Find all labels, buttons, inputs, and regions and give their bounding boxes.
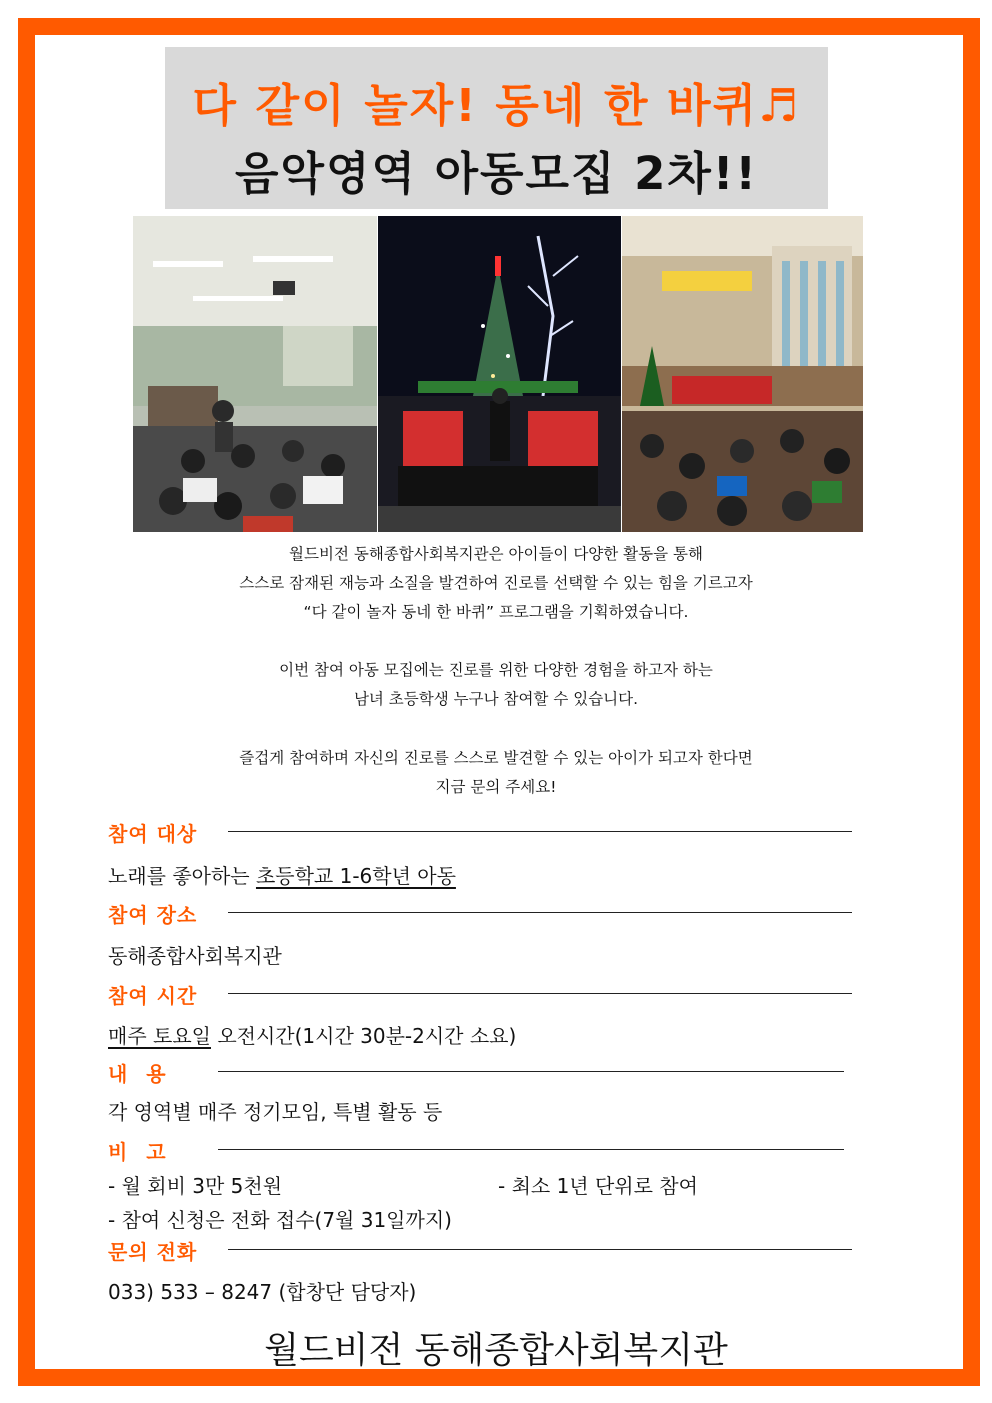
title-line-1: 다 같이 놀자! 동네 한 바퀴♬ bbox=[192, 79, 801, 132]
photo-outdoor-choir bbox=[378, 216, 621, 532]
section-label-time: 참여 시간 bbox=[108, 984, 198, 1008]
photo-rehearsal-room bbox=[133, 216, 377, 532]
photo-collage bbox=[133, 216, 863, 532]
note-item-apply: - 참여 신청은 전화 접수(7월 31일까지) bbox=[108, 1208, 452, 1232]
intro-line: 즐겁게 참여하며 자신의 진로를 스스로 발견할 수 있는 아이가 되고자 한다면 bbox=[239, 749, 753, 767]
intro-line: 스스로 잠재된 재능과 소질을 발견하여 진로를 선택할 수 있는 힘을 기르고자 bbox=[239, 574, 753, 592]
section-label-note: 비 고 bbox=[108, 1140, 172, 1164]
contact-phone: 033) 533 – 8247 (합창단 담당자) bbox=[108, 1280, 417, 1304]
target-highlight: 초등학교 1-6학년 아동 bbox=[255, 864, 456, 888]
photo-church-concert bbox=[622, 216, 863, 532]
intro-line: 월드비전 동해종합사회복지관은 아이들이 다양한 활동을 통해 bbox=[289, 545, 703, 563]
section-label-place: 참여 장소 bbox=[108, 903, 198, 927]
section-label-target: 참여 대상 bbox=[108, 822, 198, 846]
section-label-contact: 문의 전화 bbox=[108, 1240, 198, 1264]
time-rest: 오전시간(1시간 30분-2시간 소요) bbox=[210, 1024, 517, 1048]
divider-rule bbox=[228, 912, 852, 913]
divider-rule bbox=[228, 831, 852, 832]
intro-paragraph-1 bbox=[100, 540, 892, 627]
note-item-fee: - 월 회비 3만 5천원 bbox=[108, 1174, 283, 1198]
title-line-2: 음악영역 아동모집 2차!! bbox=[235, 147, 758, 200]
target-value bbox=[108, 860, 456, 889]
organization-footer: 월드비전 동해종합사회복지관 bbox=[264, 1330, 728, 1371]
note-item-period: - 최소 1년 단위로 참여 bbox=[498, 1174, 698, 1198]
intro-line: 지금 문의 주세요! bbox=[435, 778, 557, 796]
intro-line: “다 같이 놀자 동네 한 바퀴” 프로그램을 기획하였습니다. bbox=[303, 603, 689, 621]
divider-rule bbox=[218, 1071, 844, 1072]
target-prefix: 노래를 좋아하는 bbox=[108, 864, 256, 888]
intro-paragraph-3 bbox=[100, 744, 892, 802]
time-highlight: 매주 토요일 bbox=[108, 1024, 211, 1048]
divider-rule bbox=[228, 993, 852, 994]
intro-paragraph-2 bbox=[100, 656, 892, 714]
time-value bbox=[108, 1020, 516, 1049]
section-label-content: 내 용 bbox=[108, 1062, 172, 1086]
title-banner bbox=[165, 47, 828, 209]
divider-rule bbox=[228, 1249, 852, 1250]
divider-rule bbox=[218, 1149, 844, 1150]
place-value: 동해종합사회복지관 bbox=[108, 944, 282, 968]
intro-line: 이번 참여 아동 모집에는 진로를 위한 다양한 경험을 하고자 하는 bbox=[279, 661, 713, 679]
intro-line: 남녀 초등학생 누구나 참여할 수 있습니다. bbox=[353, 690, 639, 708]
content-value: 각 영역별 매주 정기모임, 특별 활동 등 bbox=[108, 1100, 443, 1124]
